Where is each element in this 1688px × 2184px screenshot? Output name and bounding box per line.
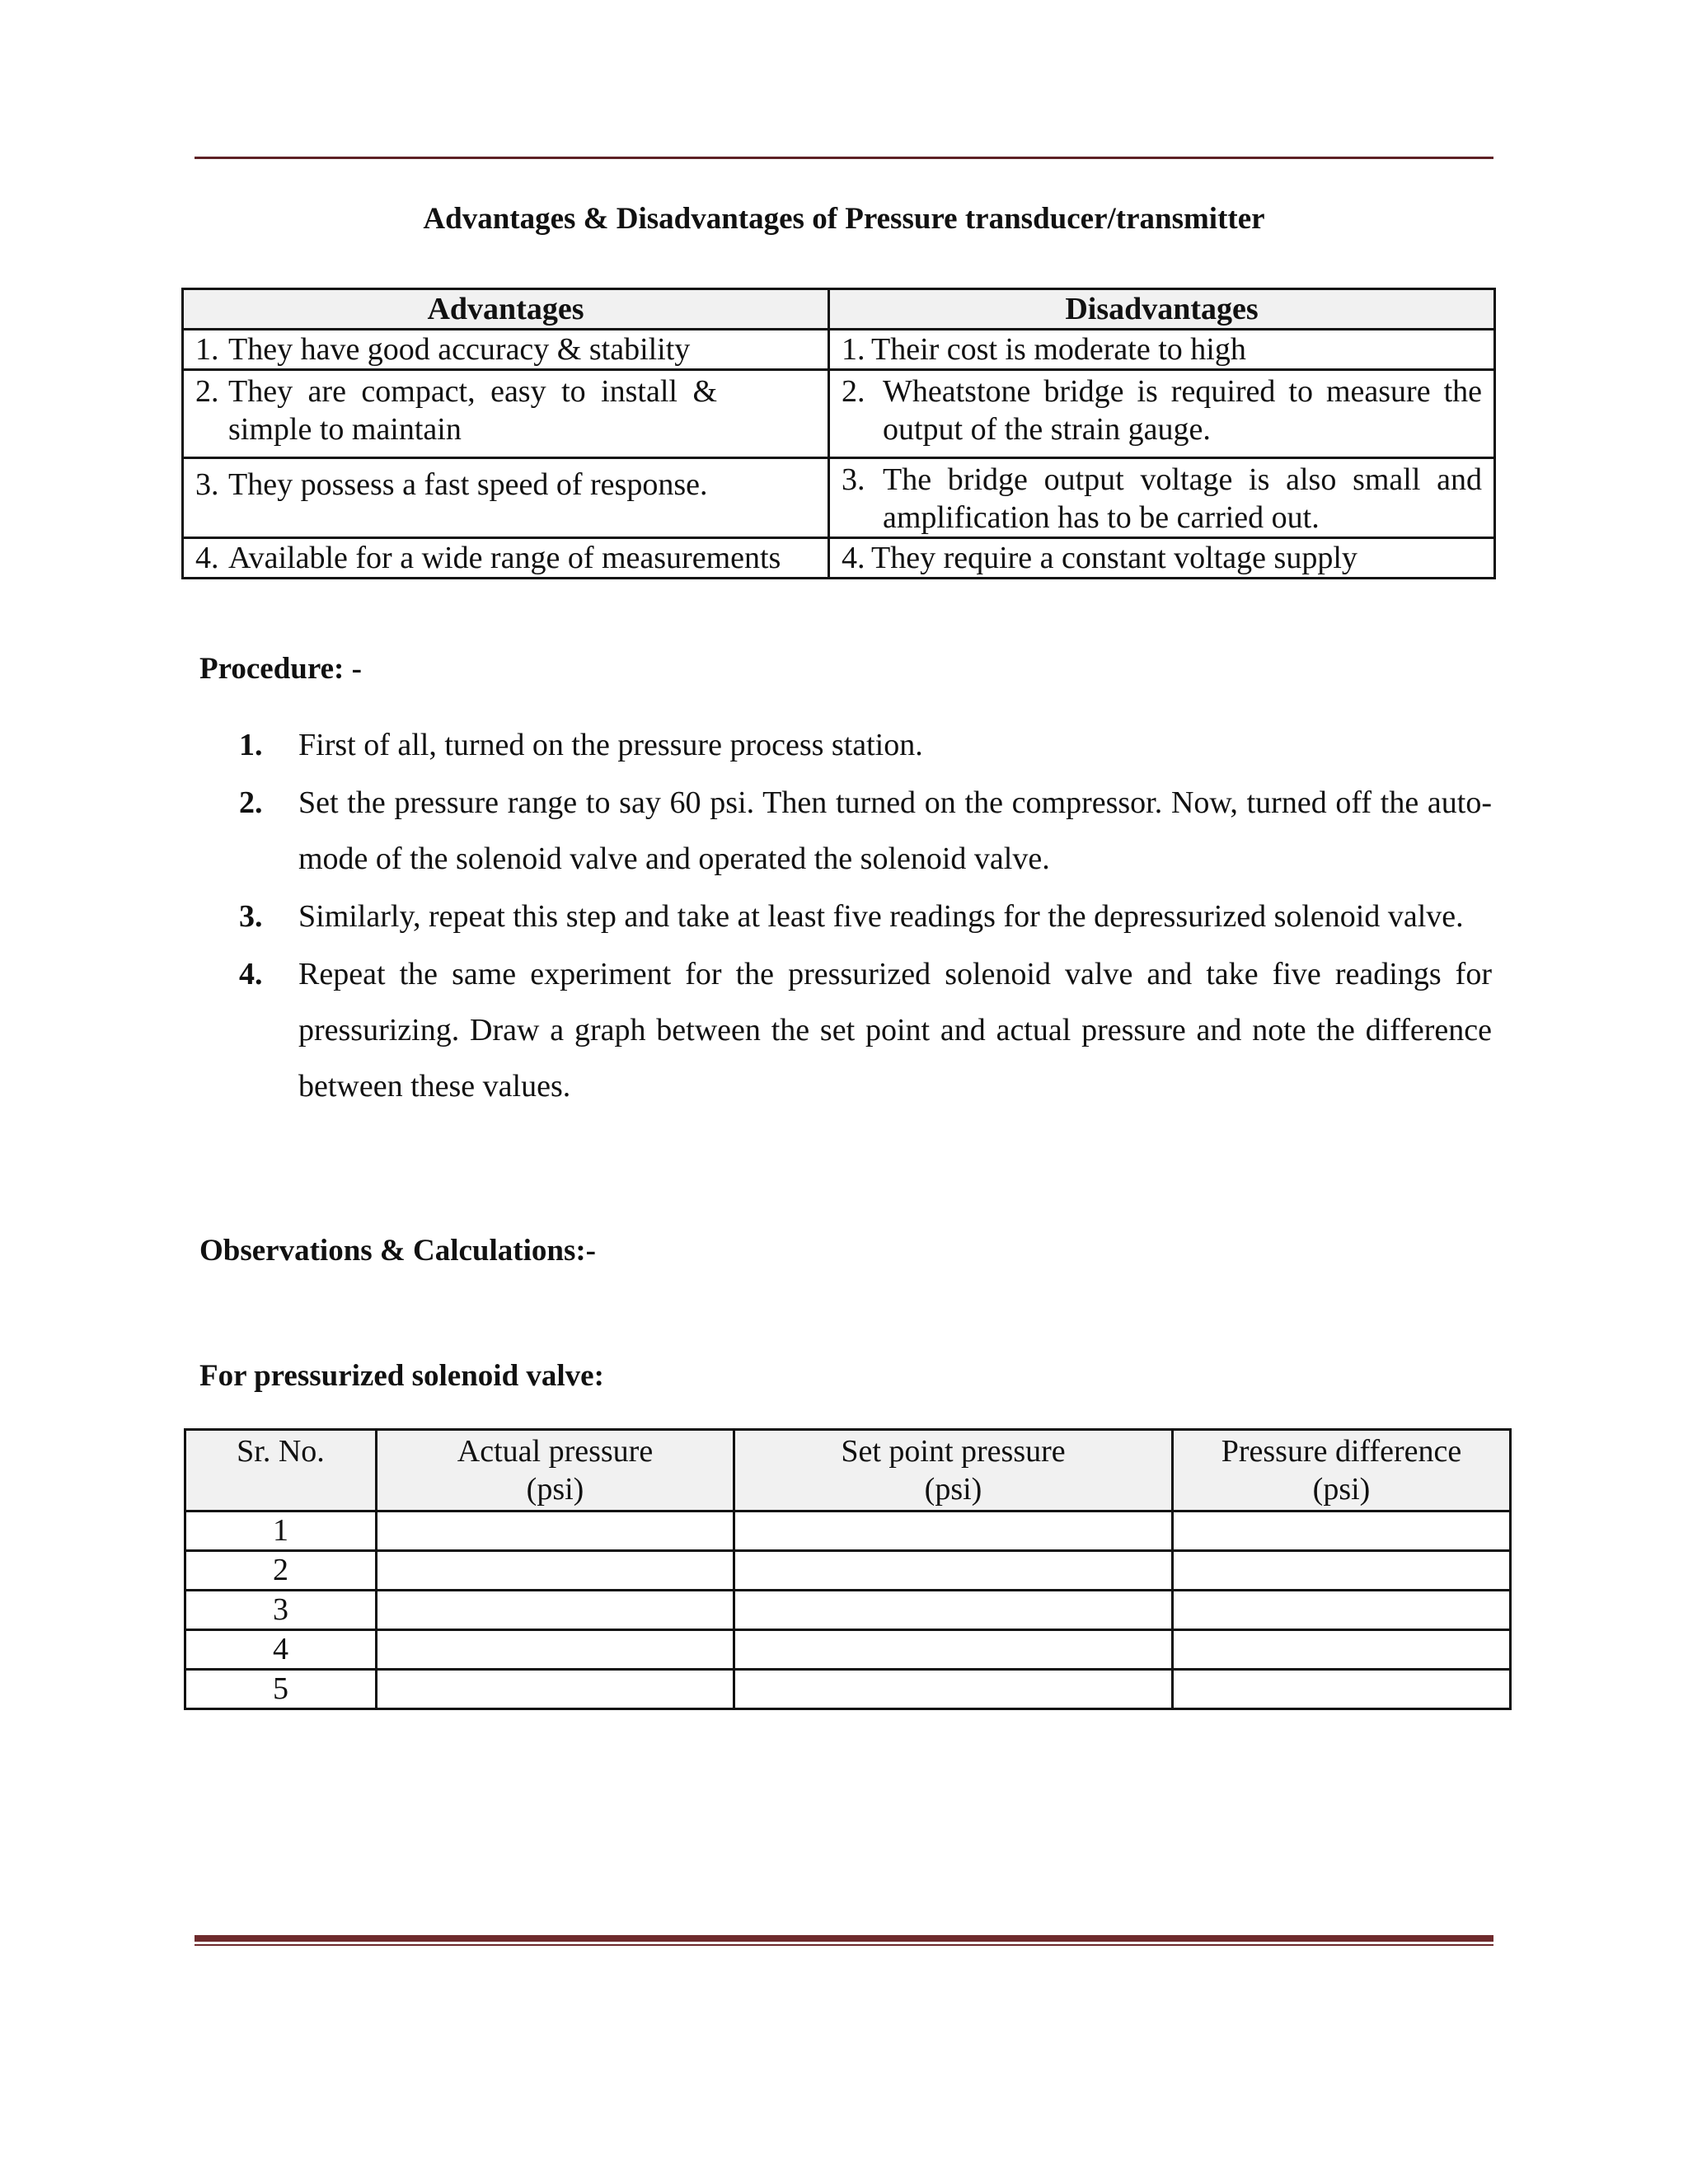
header-rule xyxy=(195,157,1493,159)
pressure-difference-cell xyxy=(1173,1551,1511,1591)
table-row xyxy=(183,370,1495,458)
advantage-cell xyxy=(183,330,829,370)
observations-heading: Observations & Calculations:- xyxy=(199,1234,596,1268)
actual-pressure-cell xyxy=(377,1551,734,1591)
table-row xyxy=(183,330,1495,370)
table-row xyxy=(185,1670,1511,1709)
sr-no-header: Sr. No. xyxy=(185,1430,377,1511)
table-row xyxy=(183,538,1495,579)
set-point-pressure-header: Set point pressure (psi) xyxy=(734,1430,1173,1511)
disadvantage-text: Wheatstone bridge is required to measure the output of the strain gauge. xyxy=(883,374,1482,447)
advantage-text: They are compact, easy to install & simple to maintain xyxy=(228,374,717,447)
disadvantage-cell xyxy=(829,370,1495,458)
sr-no-cell: 4 xyxy=(185,1630,377,1670)
item-number: 3. xyxy=(195,467,219,502)
set-point-pressure-cell xyxy=(734,1511,1173,1551)
advantage-cell xyxy=(183,458,829,538)
list-item xyxy=(239,717,1492,773)
pressure-difference-cell xyxy=(1173,1591,1511,1630)
list-item xyxy=(239,775,1492,887)
advantage-cell xyxy=(183,538,829,579)
table-row xyxy=(183,458,1495,538)
step-text: Similarly, repeat this step and take at least five readings for the depressurized solenoid valve. xyxy=(298,899,1464,934)
advantage-cell xyxy=(183,370,829,458)
pressure-difference-cell xyxy=(1173,1511,1511,1551)
disadvantage-text: Their cost is moderate to high xyxy=(871,332,1246,367)
item-number: 4. xyxy=(195,541,219,575)
table-row xyxy=(185,1511,1511,1551)
advantage-text: They have good accuracy & stability xyxy=(228,332,691,367)
sr-no-cell: 1 xyxy=(185,1511,377,1551)
sr-no-cell: 2 xyxy=(185,1551,377,1591)
step-text: Repeat the same experiment for the pressurized solenoid valve and take five readings for pressurizing. Draw a graph between the set point and actual pressure and note the difference between these values. xyxy=(298,957,1492,1104)
pressure-difference-header: Pressure difference (psi) xyxy=(1173,1430,1511,1511)
item-number: 1. xyxy=(195,332,219,367)
page-title: Advantages & Disadvantages of Pressure transducer/transmitter xyxy=(423,202,1265,236)
set-point-pressure-cell xyxy=(734,1630,1173,1670)
advantage-text: Available for a wide range of measurements xyxy=(228,541,781,575)
list-item xyxy=(239,946,1492,1114)
step-text: First of all, turned on the pressure process station. xyxy=(298,728,923,762)
set-point-pressure-cell xyxy=(734,1670,1173,1709)
set-point-pressure-cell xyxy=(734,1551,1173,1591)
actual-pressure-header: Actual pressure (psi) xyxy=(377,1430,734,1511)
disadvantage-text: The bridge output voltage is also small and amplification has to be carried out. xyxy=(883,462,1482,535)
readings-table xyxy=(184,1428,1512,1710)
advantages-header: Advantages xyxy=(183,289,829,330)
disadvantage-cell xyxy=(829,538,1495,579)
item-number: 2. xyxy=(842,374,865,409)
advantage-text: They possess a fast speed of response. xyxy=(228,467,708,502)
item-number: 3. xyxy=(842,462,865,497)
actual-pressure-cell xyxy=(377,1630,734,1670)
footer-rule xyxy=(195,1935,1493,1946)
pressurized-valve-heading: For pressurized solenoid valve: xyxy=(199,1359,604,1393)
table-row xyxy=(185,1630,1511,1670)
item-number: 2. xyxy=(195,374,219,409)
pressure-difference-cell xyxy=(1173,1630,1511,1670)
actual-pressure-cell xyxy=(377,1591,734,1630)
step-number: 4. xyxy=(239,957,263,991)
disadvantages-header: Disadvantages xyxy=(829,289,1495,330)
sr-no-cell: 5 xyxy=(185,1670,377,1709)
footer-rule-thin xyxy=(195,1944,1493,1946)
table-header-row xyxy=(185,1430,1511,1511)
disadvantage-cell xyxy=(829,330,1495,370)
step-text: Set the pressure range to say 60 psi. Then turned on the compressor. Now, turned off the auto-mode of the solenoid valve and operated the solenoid valve. xyxy=(298,785,1492,876)
step-number: 3. xyxy=(239,899,263,934)
table-header-row xyxy=(183,289,1495,330)
list-item xyxy=(239,888,1492,944)
procedure-list xyxy=(239,717,1492,1116)
actual-pressure-cell xyxy=(377,1511,734,1551)
table-row xyxy=(185,1591,1511,1630)
footer-rule-thick xyxy=(195,1935,1493,1942)
advantages-disadvantages-table xyxy=(181,288,1496,579)
disadvantage-cell xyxy=(829,458,1495,538)
actual-pressure-cell xyxy=(377,1670,734,1709)
table-row xyxy=(185,1551,1511,1591)
item-number: 4. xyxy=(842,541,865,575)
disadvantage-text: They require a constant voltage supply xyxy=(871,541,1357,575)
sr-no-cell: 3 xyxy=(185,1591,377,1630)
pressure-difference-cell xyxy=(1173,1670,1511,1709)
step-number: 2. xyxy=(239,785,263,820)
step-number: 1. xyxy=(239,728,263,762)
procedure-heading: Procedure: - xyxy=(199,652,362,686)
item-number: 1. xyxy=(842,332,865,367)
set-point-pressure-cell xyxy=(734,1591,1173,1630)
